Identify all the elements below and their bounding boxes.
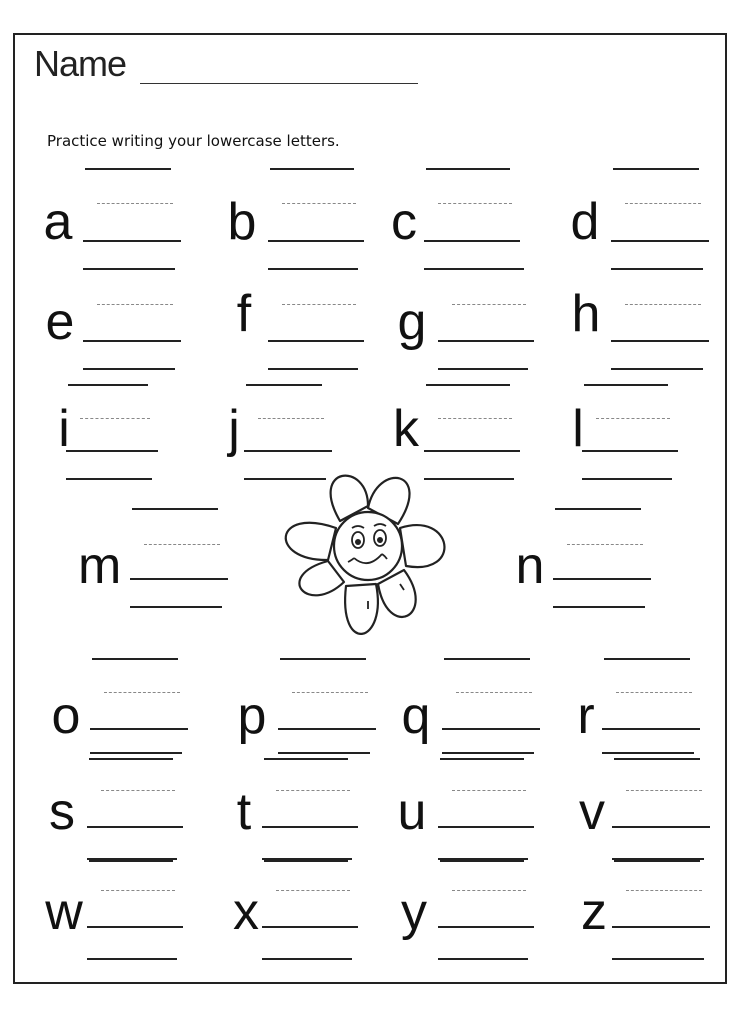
bottom-writing-line[interactable]	[438, 368, 528, 370]
top-writing-line[interactable]	[555, 508, 641, 510]
midline-dashed[interactable]	[456, 692, 532, 693]
letter-o: o	[51, 687, 81, 745]
top-writing-line[interactable]	[614, 860, 700, 862]
midline-dashed[interactable]	[452, 304, 526, 305]
baseline-writing-line[interactable]	[278, 728, 376, 730]
letter-x: x	[233, 883, 259, 941]
top-writing-line[interactable]	[270, 268, 354, 270]
bottom-writing-line[interactable]	[87, 958, 177, 960]
baseline-writing-line[interactable]	[268, 340, 364, 342]
bottom-writing-line[interactable]	[611, 368, 703, 370]
top-writing-line[interactable]	[92, 658, 178, 660]
bottom-writing-line[interactable]	[612, 958, 704, 960]
letter-y: y	[401, 883, 427, 941]
midline-dashed[interactable]	[101, 890, 175, 891]
top-writing-line[interactable]	[89, 860, 173, 862]
bottom-writing-line[interactable]	[582, 478, 672, 480]
midline-dashed[interactable]	[438, 203, 512, 204]
letter-h: h	[571, 285, 601, 343]
letter-i: i	[58, 400, 70, 458]
top-writing-line[interactable]	[270, 168, 354, 170]
midline-dashed[interactable]	[276, 790, 350, 791]
baseline-writing-line[interactable]	[87, 826, 183, 828]
midline-dashed[interactable]	[452, 890, 526, 891]
bottom-writing-line[interactable]	[278, 752, 370, 754]
letter-k: k	[393, 400, 419, 458]
name-label: Name	[34, 43, 127, 84]
letter-w: w	[45, 883, 83, 941]
midline-dashed[interactable]	[97, 203, 173, 204]
top-writing-line[interactable]	[426, 384, 510, 386]
letter-z: z	[581, 883, 607, 941]
midline-dashed[interactable]	[144, 544, 220, 545]
midline-dashed[interactable]	[626, 890, 702, 891]
letter-t: t	[236, 783, 252, 841]
baseline-writing-line[interactable]	[438, 340, 534, 342]
midline-dashed[interactable]	[292, 692, 368, 693]
letter-m: m	[78, 537, 122, 595]
letter-d: d	[570, 193, 600, 251]
baseline-writing-line[interactable]	[262, 926, 358, 928]
top-writing-line[interactable]	[614, 758, 700, 760]
midline-dashed[interactable]	[80, 418, 150, 419]
bottom-writing-line[interactable]	[66, 478, 152, 480]
baseline-writing-line[interactable]	[83, 340, 181, 342]
top-writing-line[interactable]	[426, 168, 510, 170]
bottom-writing-line[interactable]	[438, 958, 528, 960]
top-writing-line[interactable]	[85, 168, 171, 170]
midline-dashed[interactable]	[104, 692, 180, 693]
midline-dashed[interactable]	[97, 304, 173, 305]
letter-r: r	[577, 687, 595, 745]
baseline-writing-line[interactable]	[424, 240, 520, 242]
top-writing-line[interactable]	[613, 168, 699, 170]
baseline-writing-line[interactable]	[611, 240, 709, 242]
instruction-text: Practice writing your lowercase letters.	[47, 132, 340, 150]
midline-dashed[interactable]	[567, 544, 643, 545]
top-writing-line[interactable]	[613, 268, 699, 270]
top-writing-line[interactable]	[264, 758, 348, 760]
letter-a: a	[43, 193, 73, 251]
top-writing-line[interactable]	[246, 384, 322, 386]
baseline-writing-line[interactable]	[268, 240, 364, 242]
smiling-flower-icon	[268, 466, 468, 666]
midline-dashed[interactable]	[625, 203, 701, 204]
midline-dashed[interactable]	[625, 304, 701, 305]
top-writing-line[interactable]	[89, 758, 173, 760]
midline-dashed[interactable]	[596, 418, 670, 419]
letter-j: j	[228, 400, 240, 458]
midline-dashed[interactable]	[626, 790, 702, 791]
top-writing-line[interactable]	[440, 860, 524, 862]
baseline-writing-line[interactable]	[553, 578, 651, 580]
baseline-writing-line[interactable]	[87, 926, 183, 928]
baseline-writing-line[interactable]	[602, 728, 700, 730]
baseline-writing-line[interactable]	[612, 926, 710, 928]
letter-e: e	[45, 293, 75, 351]
baseline-writing-line[interactable]	[244, 450, 332, 452]
top-writing-line[interactable]	[440, 758, 524, 760]
letter-n: n	[515, 537, 545, 595]
baseline-writing-line[interactable]	[262, 826, 358, 828]
bottom-writing-line[interactable]	[553, 606, 645, 608]
letter-l: l	[572, 400, 584, 458]
letter-f: f	[236, 285, 252, 343]
baseline-writing-line[interactable]	[438, 826, 534, 828]
letter-p: p	[237, 687, 267, 745]
top-writing-line[interactable]	[440, 268, 524, 270]
midline-dashed[interactable]	[101, 790, 175, 791]
midline-dashed[interactable]	[616, 692, 692, 693]
top-writing-line[interactable]	[604, 658, 690, 660]
baseline-writing-line[interactable]	[611, 340, 709, 342]
bottom-writing-line[interactable]	[602, 752, 694, 754]
top-writing-line[interactable]	[584, 384, 668, 386]
baseline-writing-line[interactable]	[424, 450, 520, 452]
bottom-writing-line[interactable]	[268, 368, 358, 370]
baseline-writing-line[interactable]	[66, 450, 158, 452]
baseline-writing-line[interactable]	[438, 926, 534, 928]
baseline-writing-line[interactable]	[582, 450, 678, 452]
letter-s: s	[49, 783, 75, 841]
bottom-writing-line[interactable]	[442, 752, 534, 754]
letter-v: v	[579, 783, 605, 841]
baseline-writing-line[interactable]	[612, 826, 710, 828]
baseline-writing-line[interactable]	[442, 728, 540, 730]
letter-g: g	[397, 293, 427, 351]
baseline-writing-line[interactable]	[90, 728, 188, 730]
midline-dashed[interactable]	[438, 418, 512, 419]
name-write-line[interactable]	[140, 83, 418, 84]
top-writing-line[interactable]	[132, 508, 218, 510]
top-writing-line[interactable]	[85, 268, 171, 270]
bottom-writing-line[interactable]	[90, 752, 182, 754]
bottom-writing-line[interactable]	[130, 606, 222, 608]
baseline-writing-line[interactable]	[83, 240, 181, 242]
midline-dashed[interactable]	[276, 890, 350, 891]
midline-dashed[interactable]	[282, 304, 356, 305]
top-writing-line[interactable]	[68, 384, 148, 386]
letter-q: q	[401, 687, 431, 745]
midline-dashed[interactable]	[452, 790, 526, 791]
baseline-writing-line[interactable]	[130, 578, 228, 580]
letter-b: b	[227, 193, 257, 251]
letter-c: c	[391, 193, 417, 251]
bottom-writing-line[interactable]	[262, 958, 352, 960]
bottom-writing-line[interactable]	[83, 368, 175, 370]
midline-dashed[interactable]	[258, 418, 324, 419]
midline-dashed[interactable]	[282, 203, 356, 204]
letter-u: u	[397, 783, 427, 841]
top-writing-line[interactable]	[264, 860, 348, 862]
